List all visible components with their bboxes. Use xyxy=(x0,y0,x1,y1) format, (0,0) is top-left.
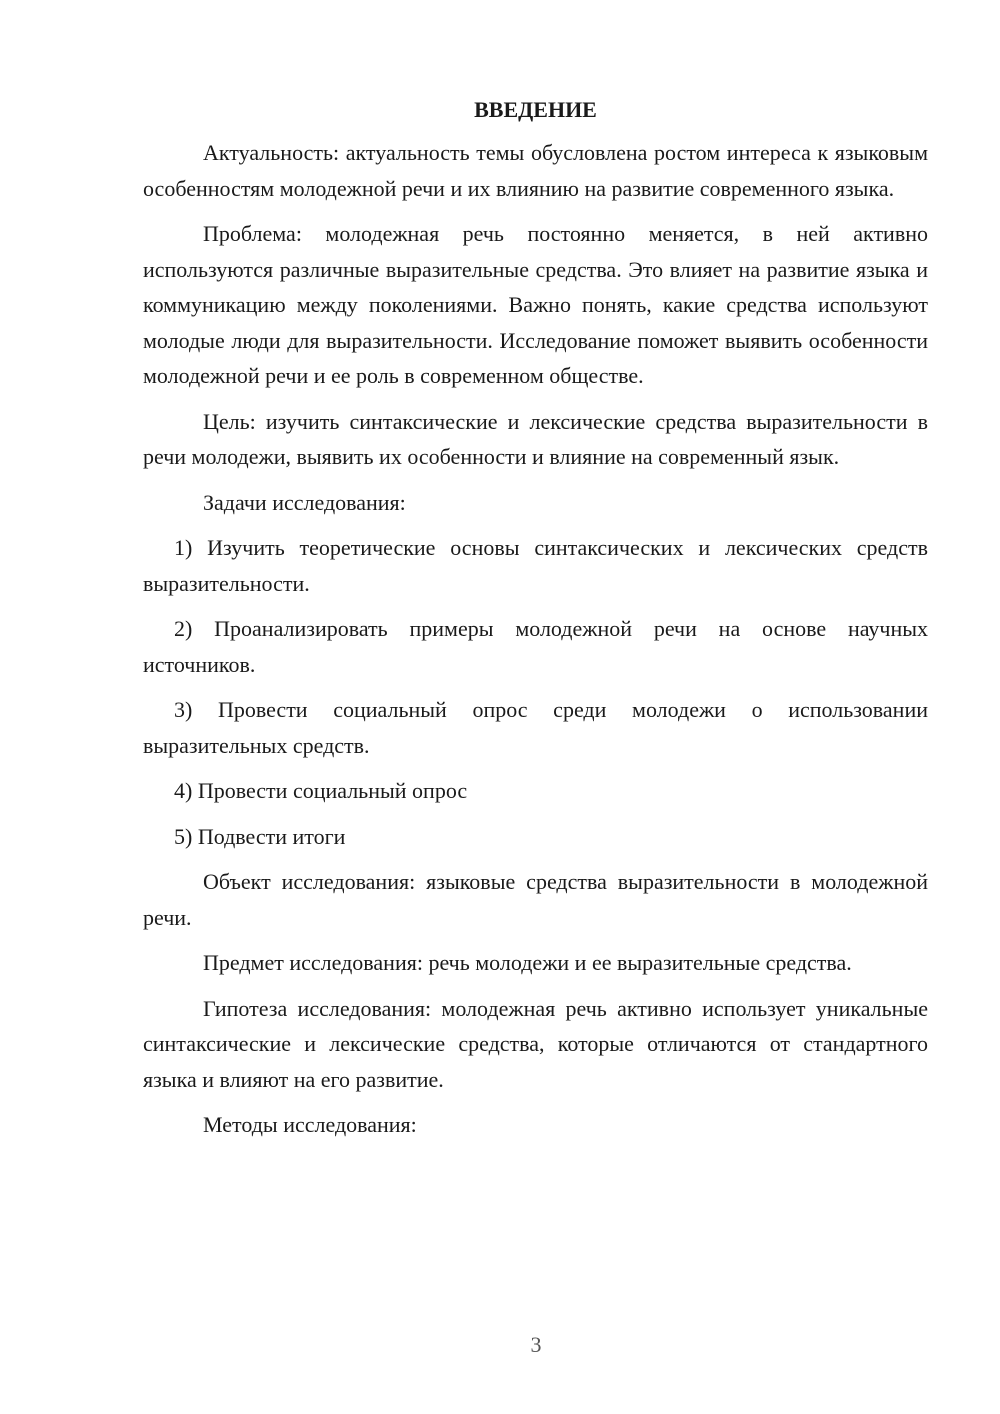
paragraph-subject: Предмет исследования: речь молодежи и ее выразительные средства. xyxy=(203,950,852,975)
methods-title: Методы исследования: xyxy=(203,1112,417,1137)
section-heading: ВВЕДЕНИЕ xyxy=(474,97,597,122)
paragraph-hypothesis: Гипотеза исследования: молодежная речь активно использует уникальные синтаксические и лексические средства, которые отличаются от стандартного языка и влияют на его развитие. xyxy=(143,995,928,1092)
paragraph-relevance: Актуальность: актуальность темы обусловлена ростом интереса к языковым особенностям молодежной речи и их влиянию на развитие современного языка. xyxy=(143,140,928,201)
paragraph-goal: Цель: изучить синтаксические и лексические средства выразительности в речи молодежи, выявить их особенности и влияние на современный язык. xyxy=(143,408,928,469)
paragraph-object: Объект исследования: языковые средства выразительности в молодежной речи. xyxy=(143,869,928,930)
paragraph-problem: Проблема: молодежная речь постоянно меняется, в ней активно используются различные выразительные средства. Это влияет на развитие языка и коммуникацию между поколениями. Важно понять, какие средства используют молодые люди для выразительности. Исследование поможет выявить особенности молодежной речи и ее роль в современном обществе. xyxy=(143,221,928,388)
task-item-2: 2) Проанализировать примеры молодежной речи на основе научных источников. xyxy=(143,616,928,677)
task-item-5: 5) Подвести итоги xyxy=(174,823,346,849)
tasks-title: Задачи исследования: xyxy=(203,489,406,515)
page-content xyxy=(143,95,928,1153)
task-item-1: 1) Изучить теоретические основы синтаксических и лексических средств выразительности. xyxy=(143,535,928,596)
task-item-3: 3) Провести социальный опрос среди молодежи о использовании выразительных средств. xyxy=(143,697,928,758)
task-item-4: 4) Провести социальный опрос xyxy=(174,778,468,803)
page-number: 3 xyxy=(530,1332,542,1357)
